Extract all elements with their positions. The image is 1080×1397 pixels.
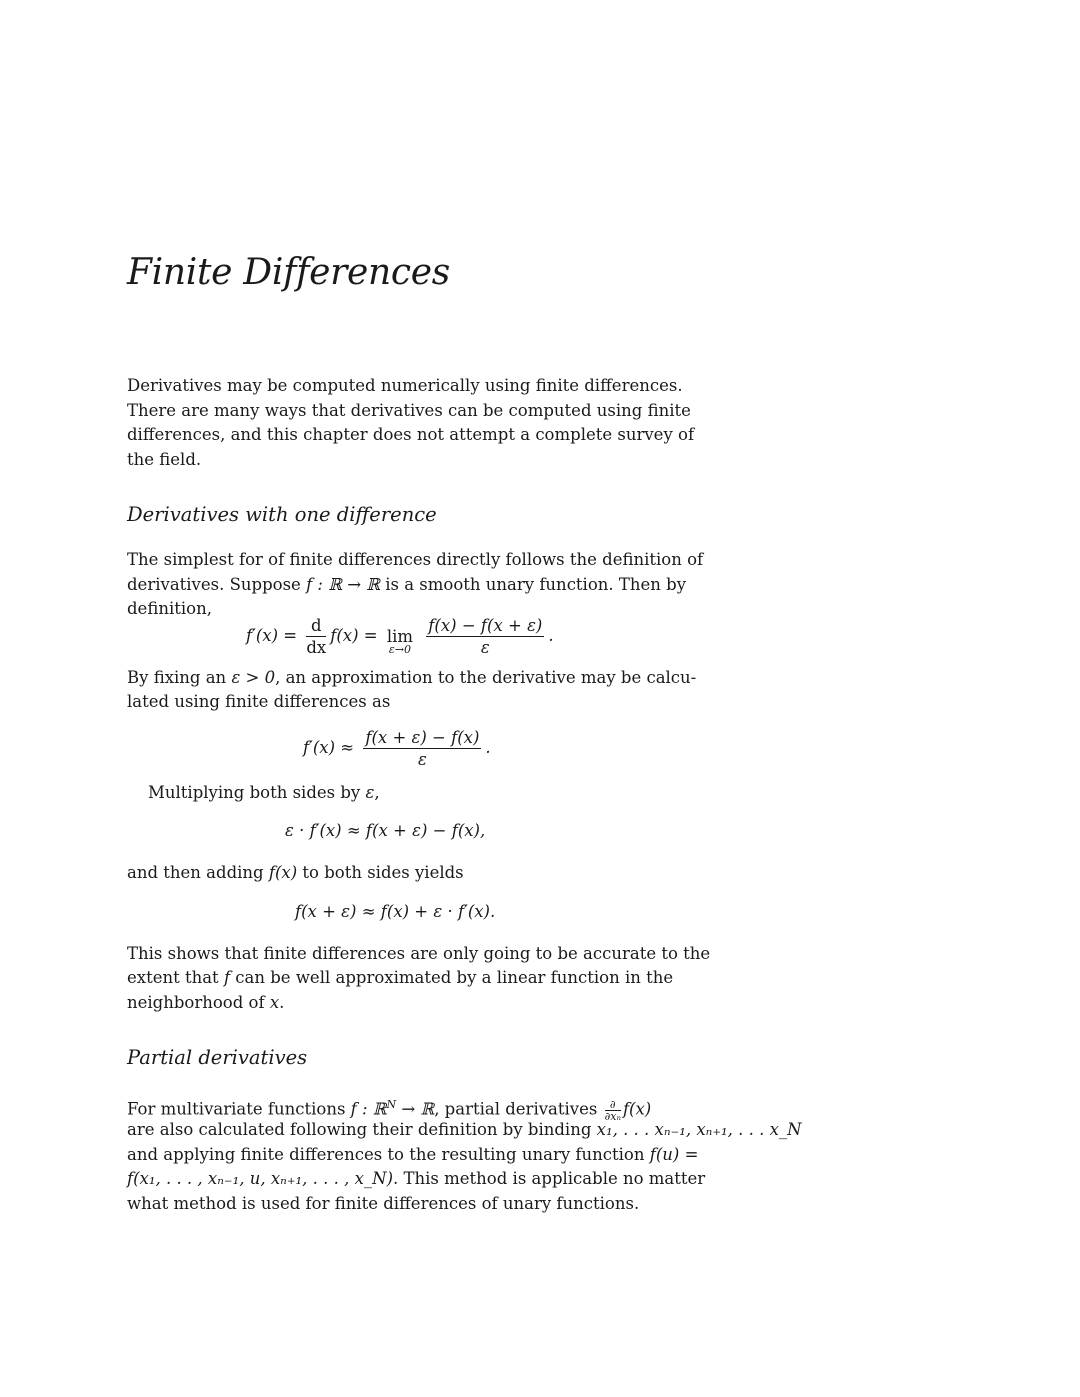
s2-text-d: and applying finite differences to the resulting unary function [127, 1145, 650, 1164]
s1p5-line-2 [127, 966, 673, 991]
s1p1-line-3: definition, [127, 599, 212, 618]
s1p2-line-1 [127, 666, 696, 691]
eq2-num: f(x + ε) − f(x) [365, 728, 480, 747]
s1p5-text-b: can be well approximated by a linear function in the [230, 968, 674, 987]
eq2-lhs: f′(x) ≈ [303, 738, 355, 757]
s1p1-line-2 [127, 573, 686, 598]
section-title-one-difference: Derivatives with one difference [127, 503, 437, 526]
s2-math-f: f : ℝ [350, 1099, 387, 1119]
s2-line-3 [127, 1143, 698, 1168]
eq1-lim: lim [386, 627, 414, 646]
s2-math-sup: N [386, 1098, 397, 1111]
s1p2-math: ε > 0 [231, 668, 276, 687]
chapter-title: Finite Differences [127, 252, 450, 293]
s1p2-text-a: By fixing an [127, 668, 232, 687]
s1p2-line-2: lated using finite differences as [127, 692, 391, 711]
intro-line-3: differences, and this chapter does not attempt a complete survey of [127, 425, 695, 444]
s1p1-text-b: is a smooth unary function. Then by [379, 575, 687, 594]
s1p5-text-c: neighborhood of [127, 993, 270, 1012]
eq1-lhs: f′(x) = [246, 626, 298, 645]
s1p3-math: ε [365, 783, 375, 802]
s1p4-text-b: to both sides yields [297, 863, 464, 882]
eq1-limit [387, 627, 413, 656]
s1p4-line [127, 861, 464, 886]
eq2-end: . [485, 738, 491, 757]
s1p4-text-a: and then adding [127, 863, 269, 882]
eq2-den: ε [417, 750, 427, 769]
s1p3-line [148, 781, 380, 806]
s2-partial-den: ∂xₙ [604, 1109, 621, 1123]
s1p3-text-a: Multiplying both sides by [148, 783, 366, 802]
s2-text-b: , partial derivatives [434, 1099, 603, 1119]
s1p5-text-a: extent that [127, 968, 224, 987]
s2-text-a: For multivariate functions [127, 1099, 351, 1119]
s2-partial-num: ∂ [605, 1099, 621, 1111]
s2-line-5: what method is used for finite differences of unary functions. [127, 1194, 640, 1213]
s2-line-2 [127, 1118, 802, 1143]
eq1-d-num: d [306, 616, 326, 637]
equation-derivative-limit [246, 616, 554, 657]
eq2-fraction [363, 728, 481, 769]
eq1-d-den: dx [306, 638, 327, 657]
eq1-end: . [548, 626, 554, 645]
equation-approximation [303, 728, 491, 769]
s1p5-line-3 [127, 991, 284, 1016]
eq1-mid: f(x) = [330, 626, 378, 645]
eq1-fraction [426, 616, 544, 657]
s2-math-vars: x₁, . . . xₙ₋₁, xₙ₊₁, . . . x_N [596, 1120, 802, 1139]
s2-math-fargs: f(x₁, . . . , xₙ₋₁, u, xₙ₊₁, . . . , x_N) [127, 1169, 394, 1188]
s1p1-line-1: The simplest for of finite differences directly follows the definition of [127, 550, 704, 569]
s2-math-fu: f(u) = [649, 1145, 699, 1164]
s2-line-4 [127, 1167, 705, 1192]
eq1-d-dx [306, 616, 326, 657]
intro-line-4: the field. [127, 450, 202, 469]
eq1-den: ε [480, 638, 490, 657]
eq1-lim-sub: ε→0 [388, 643, 411, 656]
equation-linear-approx: f(x + ε) ≈ f(x) + ε · f′(x). [295, 902, 496, 921]
s2-math-arrow: → ℝ [396, 1099, 435, 1119]
s1p3-text-b: , [374, 783, 380, 802]
intro-line-2: There are many ways that derivatives can be computed using finite [127, 401, 691, 420]
section-title-partial-derivatives: Partial derivatives [127, 1046, 308, 1069]
eq1-num: f(x) − f(x + ε) [428, 616, 543, 635]
s1p5-math-2: x [269, 993, 280, 1012]
intro-line-1: Derivatives may be computed numerically using finite differences. [127, 376, 683, 395]
s1p5-math: f [223, 968, 231, 987]
s1p2-text-b: , an approximation to the derivative may be calcu- [275, 668, 697, 687]
s1p5-line-1: This shows that finite differences are only going to be accurate to the [127, 944, 711, 963]
s2-text-e: . This method is applicable no matter [393, 1169, 706, 1188]
s2-math-fx: f(x) [622, 1099, 652, 1119]
s1p4-math: f(x) [268, 863, 298, 882]
s2-text-c: are also calculated following their definition by binding [127, 1120, 597, 1139]
s1p1-text-a: derivatives. Suppose [127, 575, 307, 594]
s1p1-math: f : ℝ → ℝ [306, 575, 380, 594]
s1p5-text-d: . [279, 993, 285, 1012]
equation-multiply: ε · f′(x) ≈ f(x + ε) − f(x), [285, 821, 486, 840]
